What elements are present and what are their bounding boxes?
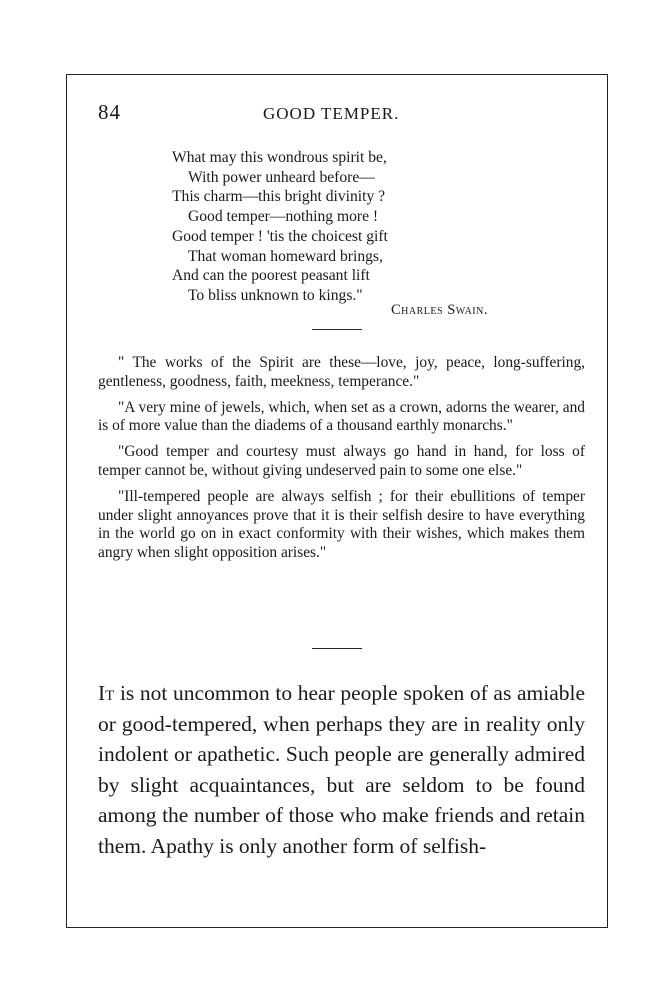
poem-line: To bliss unknown to kings." bbox=[188, 286, 363, 304]
quotation: "Ill-tempered people are always selfish ; for their ebullitions of temper under slight annoyances prove that it is their selfish desire to have everything in the world go on in exact conformity with their wishes, which makes them angry when slight opposition arises." bbox=[98, 487, 585, 562]
poem-line: Good temper—nothing more ! bbox=[188, 208, 379, 226]
quotation: " The works of the Spirit are these—love, joy, peace, long-suffering, gentleness, goodness, faith, meekness, temperance." bbox=[98, 354, 585, 390]
running-title: GOOD TEMPER. bbox=[263, 104, 400, 123]
page-header bbox=[98, 100, 608, 130]
poem-line: This charm—this bright divinity ? bbox=[172, 188, 386, 206]
body-paragraph bbox=[98, 678, 585, 861]
section-divider bbox=[312, 329, 362, 330]
poem-line: That woman homeward brings, bbox=[188, 247, 383, 265]
paragraph-text: is not uncommon to hear people spoken of as amiable or good-tempered, when perhaps they are in reality only indolent or apathetic. Such people are generally admired by slight acquaintances, but are seldom to be found among the number of those who make friends and retain them. Apathy is only another form of selfish- bbox=[98, 681, 585, 858]
quotation: "Good temper and courtesy must always go hand in hand, for loss of temper cannot be, without giving undeserved pain to some one else." bbox=[98, 443, 585, 479]
poem-line: Good temper ! 'tis the choicest gift bbox=[172, 227, 388, 245]
poem-line: With power unheard before— bbox=[188, 168, 375, 186]
opening-word: It bbox=[98, 681, 115, 705]
page-number: 84 bbox=[98, 100, 121, 124]
poem-line: And can the poorest peasant lift bbox=[172, 267, 370, 285]
quotations bbox=[98, 354, 585, 570]
section-divider bbox=[312, 648, 362, 649]
poem bbox=[172, 148, 532, 306]
quotation: "A very mine of jewels, which, when set as a crown, adorns the wearer, and is of more value than the diadems of a thousand earthly monarchs." bbox=[98, 398, 585, 435]
poem-attribution: Charles Swain. bbox=[391, 302, 488, 318]
poem-line: What may this wondrous spirit be, bbox=[172, 149, 387, 166]
